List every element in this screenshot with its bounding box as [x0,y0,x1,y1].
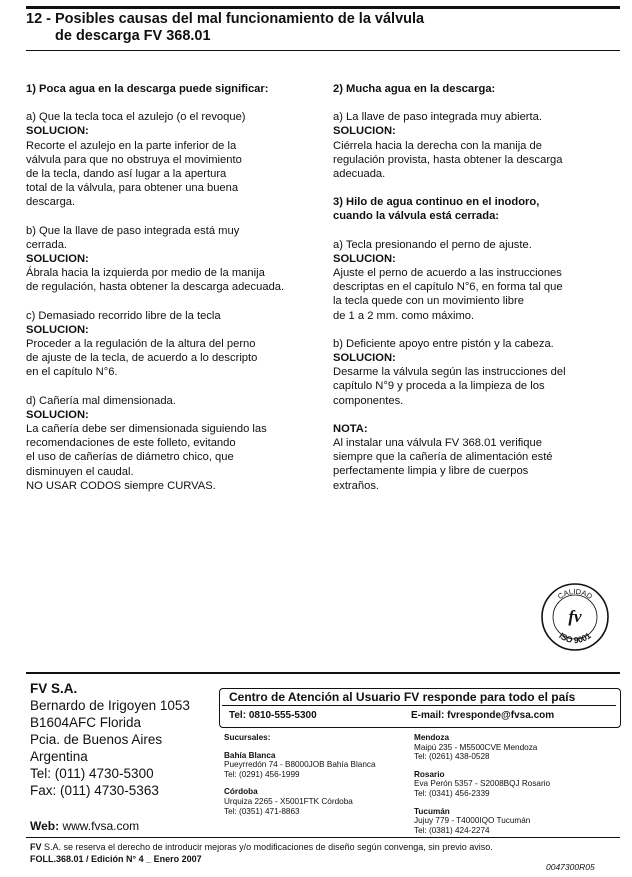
branch-phone: Tel: (0341) 456-2339 [414,788,490,798]
solution-line: descarga. [26,196,76,209]
branches-label: Sucursales: [224,733,271,742]
branch-address: Pueyrredón 74 - B8000JOB Bahía Blanca [224,760,376,770]
solution-line: en el capítulo N°6. [26,366,118,379]
branch-phone: Tel: (0261) 438-0528 [414,752,490,762]
fax: Fax: (011) 4730-5363 [30,783,159,798]
legal-bold: FV [30,842,42,852]
top-rule [26,6,620,9]
solution-line: el uso de cañerías de diámetro chico, que [26,451,234,464]
solution-line: Ábrala hacia la izquierda por medio de la manija [26,267,265,280]
solution-line: de regulación, hasta obtener la descarga adecuada. [26,281,285,294]
note-line: perfectamente limpia y libre de cuerpos [333,465,529,478]
solution-label: SOLUCION: [26,253,89,266]
solution-line: recomendaciones de este folleto, evitando [26,437,236,450]
branches-right [414,733,614,835]
seal-bottom-text: ISO 9001 [557,630,593,646]
address-line: Argentina [30,749,88,764]
solution-line: adecuada. [333,168,386,181]
legal-text: S.A. se reserva el derecho de introducir mejoras y/o modificaciones de diseño según convenga, sin previo aviso. [41,842,493,852]
branch-address: Maipú 235 - M5500CVE Mendoza [414,742,538,752]
seal-logo-text: fv [568,607,582,626]
solution-line: NO USAR CODOS siempre CURVAS. [26,479,216,492]
solution-line: disminuyen el caudal. [26,465,134,478]
solution-line: La cañería debe ser dimensionada siguiendo las [26,423,267,436]
address-line: B1604AFC Florida [30,715,142,730]
cause-1b: cerrada. [26,238,68,251]
document-code: 0047300R05 [546,862,595,872]
branch-name: Bahía Blanca [224,750,276,760]
solution-label: SOLUCION: [26,323,89,336]
solution-line: de 1 a 2 mm. como máximo. [333,309,475,322]
address-line: Pcia. de Buenos Aires [30,732,163,747]
note-line: Al instalar una válvula FV 368.01 verifique [333,437,542,450]
solution-line: válvula para que no obstruya el movimiento [26,153,242,166]
service-email[interactable]: E-mail: fvresponde@fvsa.com [411,710,555,721]
right-column [333,82,623,493]
branches-left [224,733,404,816]
web-link[interactable]: www.fvsa.com [62,819,140,833]
branch-name: Tucumán [414,806,450,816]
solution-line: de la tecla, dando así lugar a la apertura [26,168,227,181]
solution-line: Ciérrela hacia la derecha con la manija de [333,139,542,152]
solution-line: Recorte el azulejo en la parte inferior de la [26,139,237,152]
solution-line: la tecla quede con un movimiento libre [333,295,524,308]
branch-address: Eva Perón 5357 - S2008BQJ Rosario [414,779,551,789]
section-1-heading: 1) Poca agua en la descarga puede significar: [26,83,269,95]
cause-3b: b) Deficiente apoyo entre pistón y la cabeza. [333,337,554,350]
note-line: extraños. [333,479,380,492]
website [30,819,139,833]
branch-phone: Tel: (0291) 456-1999 [224,769,300,779]
solution-line: capítulo N°9 y proceda a la limpieza de los [333,380,545,393]
cause-1d: d) Cañería mal dimensionada. [26,394,176,407]
solution-line: total de la válvula, para obtener una buena [26,182,239,195]
branch-phone: Tel: (0381) 424-2274 [414,825,490,835]
iso-quality-seal-icon [540,582,610,652]
solution-label: SOLUCION: [333,125,396,138]
phone: Tel: (011) 4730-5300 [30,766,154,781]
service-phone: Tel: 0810-555-5300 [229,710,317,721]
branch-name: Córdoba [224,787,258,797]
branch-address: Jujuy 779 - T4000IQO Tucumán [414,816,531,826]
solution-label: SOLUCION: [26,408,89,421]
solution-label: SOLUCION: [26,125,89,138]
address-line: Bernardo de Irigoyen 1053 [30,698,190,713]
section-3-heading: cuando la válvula está cerrada: [333,210,500,223]
branch-phone: Tel: (0351) 471-8863 [224,806,300,816]
title-line-1: 12 - Posibles causas del mal funcionamiento de la válvula [26,11,425,27]
branch-name: Rosario [414,769,445,779]
seal-top-text: CALIDAD [556,586,594,602]
note-label: NOTA: [333,422,368,435]
note-line: siempre que la cañería de alimentación esté [333,451,553,464]
solution-label: SOLUCION: [333,352,396,365]
solution-line: Proceder a la regulación de la altura del perno [26,338,256,351]
service-box-divider [222,705,616,706]
cause-1c: c) Demasiado recorrido libre de la tecla [26,309,221,322]
footer-rule [26,672,620,674]
cause-3a: a) Tecla presionando el perno de ajuste. [333,238,532,251]
solution-label: SOLUCION: [333,252,396,265]
company-name: FV S.A. [30,681,78,696]
branch-address: Urquiza 2265 - X5001FTK Córdoba [224,796,353,806]
left-column [26,82,316,493]
company-info [30,680,190,799]
cause-2a: a) La llave de paso integrada muy abierta. [333,111,542,124]
solution-line: Desarme la válvula según las instrucciones del [333,366,566,379]
cause-1b: b) Que la llave de paso integrada está muy [26,224,240,237]
web-label: Web: [30,819,60,833]
solution-line: de ajuste de la tecla, de acuerdo a lo descripto [26,352,258,365]
cause-1a: a) Que la tecla toca el azulejo (o el revoque) [26,111,246,124]
legal-notice [30,841,493,865]
section-3-heading: 3) Hilo de agua continuo en el inodoro, [333,196,540,209]
solution-line: descriptas en el capítulo N°6, en forma tal que [333,281,563,294]
title-underline [26,50,620,51]
service-title: Centro de Atención al Usuario FV responde para todo el país [229,690,576,704]
folleto-edition: FOLL.368.01 / Edición N° 4 _ Enero 2007 [30,854,202,864]
branch-name: Mendoza [414,733,450,742]
legal-rule [26,837,620,838]
solution-line: regulación provista, hasta obtener la descarga [333,153,563,166]
solution-line: Ajuste el perno de acuerdo a las instrucciones [333,267,562,280]
page-title [26,11,424,45]
section-2-heading: 2) Mucha agua en la descarga: [333,83,496,95]
title-line-2: de descarga FV 368.01 [55,28,211,44]
solution-line: componentes. [333,394,404,407]
